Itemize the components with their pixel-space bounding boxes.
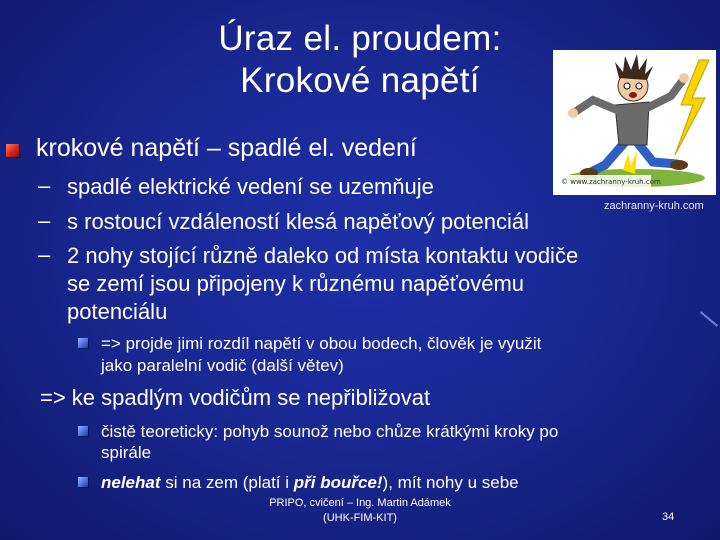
dash-item-3-line2: se zemí jsou připojeny k různému napěťovému: [67, 271, 525, 296]
decorative-line: [700, 311, 718, 327]
dash-marker: –: [38, 173, 51, 198]
sub-bullet-2-line2: spirále: [101, 443, 152, 462]
dash-marker: –: [38, 208, 51, 233]
electrocution-illustration: [553, 50, 716, 195]
sub-bullet-marker: [78, 477, 88, 487]
slide-footer: [230, 496, 490, 526]
main-bullet-marker: [6, 144, 19, 157]
dash-item-1: spadlé elektrické vedení se uzemňuje: [67, 174, 434, 199]
illustration-credit: zachranny-kruh.com: [604, 200, 704, 212]
slide-title: [150, 18, 570, 102]
sub-bullet-marker: [78, 426, 88, 436]
page-number: 34: [662, 511, 675, 523]
illustration-watermark: © www.zachranny-kruh.com: [561, 178, 661, 186]
emphasis-nelehat: nelehat: [101, 473, 161, 492]
main-bullet-text: krokové napětí – spadlé el. vedení: [36, 134, 417, 162]
sub-bullet-3-end: ), mít nohy u sebe: [382, 473, 519, 492]
emphasis-bourka: při bouřce!: [293, 473, 383, 492]
footer-line-2: (UHK-FIM-KIT): [323, 512, 397, 524]
title-line-1: Úraz el. proudem:: [218, 19, 502, 58]
sub-bullet-1-line1: => projde jimi rozdíl napětí v obou bodech, člověk je využit: [101, 334, 542, 353]
dash-item-3-line1: 2 nohy stojící různě daleko od místa kontaktu vodiče: [67, 243, 579, 268]
footer-line-1: PRIPO, cvičení – Ing. Martin Adámek: [269, 497, 451, 509]
dash-item-2: s rostoucí vzdáleností klesá napěťový potenciál: [67, 209, 529, 234]
cartoon-image: [553, 50, 716, 195]
dash-marker: –: [38, 242, 51, 267]
dash-item-3-line3: potenciálu: [67, 299, 168, 324]
title-line-2: Krokové napětí: [240, 61, 480, 100]
sub-bullet-3: [101, 472, 519, 493]
sub-bullet-1-line2: jako paralelní vodič (další větev): [101, 356, 344, 375]
sub-bullet-marker: [78, 338, 88, 348]
arrow-line: => ke spadlým vodičům se nepřibližovat: [40, 385, 431, 410]
sub-bullet-3-mid: si na zem (platí i: [160, 473, 294, 492]
sub-bullet-2-line1: čistě teoreticky: pohyb sounož nebo chůze krátkými kroky po: [101, 422, 559, 441]
